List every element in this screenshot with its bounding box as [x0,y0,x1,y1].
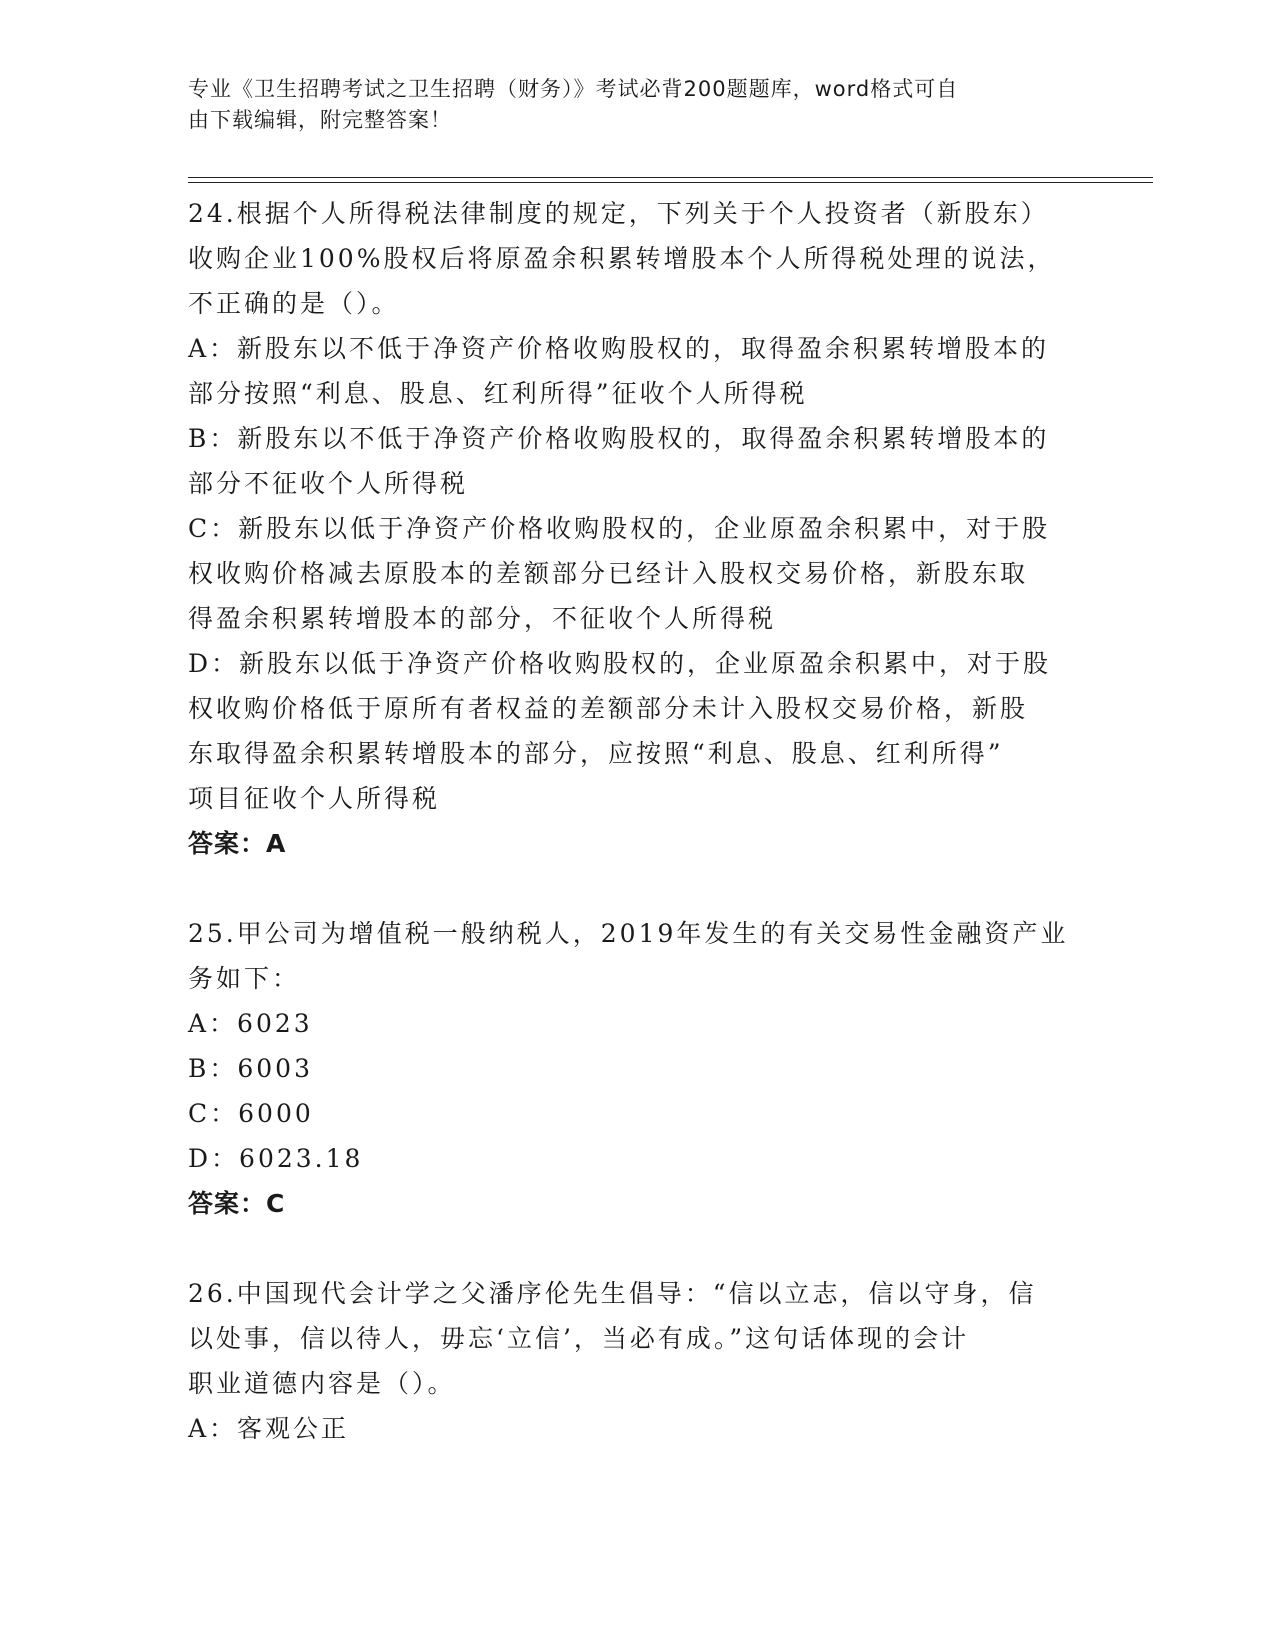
option-text-line: 权收购价格低于原所有者权益的差额部分未计入股权交易价格，新股 [188,694,1029,723]
answer-option [188,641,1088,821]
question-text-line: 26.中国现代会计学之父潘序伦先生倡导：“信以立志，信以守身，信 [188,1279,1037,1308]
option-text-line: 部分按照“利息、股息、红利所得”征收个人所得税 [188,379,808,408]
option-text-line: C：新股东以低于净资产价格收购股权的，企业原盈余积累中，对于股 [188,514,1051,543]
option-text-line: C：6000 [188,1099,314,1128]
header-line: 由下载编辑，附完整答案！ [188,108,452,132]
document-header [188,74,1068,136]
header-divider [188,177,1153,178]
header-line: 专业《卫生招聘考试之卫生招聘（财务）》考试必背200题题库，word格式可自 [188,77,959,101]
answer-key: 答案：A [188,829,287,858]
question-block [188,191,1088,866]
question-block [188,1271,1088,1451]
answer-option [188,1406,1088,1451]
answer-option [188,506,1088,641]
option-text-line: A：6023 [188,1009,313,1038]
question-text-line: 以处事，信以待人，毋忘‘立信’，当必有成。”这句话体现的会计 [188,1324,970,1353]
answer-option [188,1046,1088,1091]
question-spacer [188,1226,1088,1271]
question-text-line: 收购企业100%股权后将原盈余积累转增股本个人所得税处理的说法， [188,244,1056,273]
option-text-line: B：6003 [188,1054,313,1083]
option-text-line: 部分不征收个人所得税 [188,469,469,498]
option-text-line: D：新股东以低于净资产价格收购股权的，企业原盈余积累中，对于股 [188,649,1052,678]
answer-option [188,1001,1088,1046]
option-text-line: 东取得盈余积累转增股本的部分，应按照“利息、股息、红利所得” [188,739,1004,768]
option-text-line: A：新股东以不低于净资产价格收购股权的，取得盈余积累转增股本的 [188,334,1050,363]
option-text-line: D：6023.18 [188,1144,364,1173]
question-text-line: 25.甲公司为增值税一般纳税人，2019年发生的有关交易性金融资产业 [188,919,1069,948]
question-text-line: 24.根据个人所得税法律制度的规定，下列关于个人投资者（新股东） [188,199,1049,228]
question-spacer [188,866,1088,911]
question-block [188,911,1088,1226]
header-divider [188,182,1153,183]
option-text-line: 项目征收个人所得税 [188,784,441,813]
answer-key: 答案：C [188,1189,286,1218]
answer-option [188,416,1088,506]
answer-option [188,1136,1088,1181]
question-text-line: 务如下： [188,964,301,993]
answer-option [188,326,1088,416]
option-text-line: A：客观公正 [188,1414,350,1443]
question-text-line: 职业道德内容是（）。 [188,1369,456,1398]
question-text-line: 不正确的是（）。 [188,289,400,318]
answer-option [188,1091,1088,1136]
option-text-line: 权收购价格减去原股本的差额部分已经计入股权交易价格，新股东取 [188,559,1029,588]
question-list [188,191,1088,1451]
option-text-line: 得盈余积累转增股本的部分，不征收个人所得税 [188,604,777,633]
option-text-line: B：新股东以不低于净资产价格收购股权的，取得盈余积累转增股本的 [188,424,1050,453]
